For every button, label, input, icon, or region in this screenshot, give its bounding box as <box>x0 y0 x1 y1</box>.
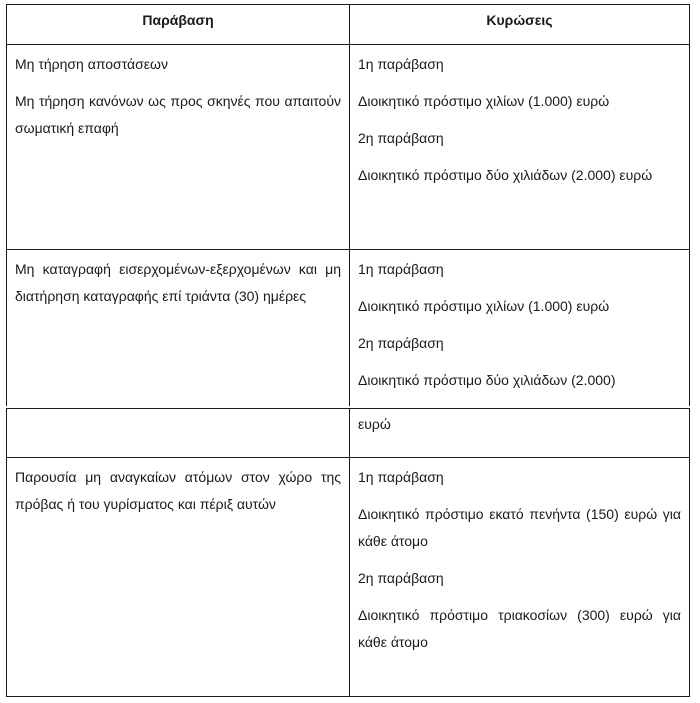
offence-number: 1η παράβαση <box>358 469 444 485</box>
fine-text: Διοικητικό πρόστιμο δύο χιλιάδων (2.000) <box>358 372 616 388</box>
sanctions-cell <box>350 458 690 697</box>
fine-text-continued: ευρώ <box>358 416 391 432</box>
header-sanctions: Κυρώσεις <box>350 5 690 45</box>
fine-text: Διοικητικό πρόστιμο τριακοσίων (300) ευρώ για κάθε άτομο <box>358 607 681 650</box>
offence-number: 1η παράβαση <box>358 261 444 277</box>
violation-text: Μη τήρηση αποστάσεων <box>15 56 168 72</box>
offence-number: 2η παράβαση <box>358 570 444 586</box>
sanctions-table-part-2 <box>6 408 690 697</box>
table-row-continued <box>7 409 690 458</box>
fine-text: Διοικητικό πρόστιμο χιλίων (1.000) ευρώ <box>358 93 610 109</box>
sanctions-cell <box>350 250 690 406</box>
fine-text: Διοικητικό πρόστιμο δύο χιλιάδων (2.000) ευρώ <box>358 167 653 183</box>
table-row <box>7 250 690 406</box>
violation-cell-empty <box>7 409 350 458</box>
sanctions-cell <box>350 409 690 458</box>
offence-number: 2η παράβαση <box>358 130 444 146</box>
violation-text: Παρουσία μη αναγκαίων ατόμων στον χώρο της πρόβας ή του γυρίσματος και πέριξ αυτών <box>15 469 341 512</box>
table-header-row <box>7 5 690 45</box>
violation-cell <box>7 45 350 250</box>
sanctions-cell <box>350 45 690 250</box>
sanctions-table-part-1 <box>6 4 690 406</box>
violation-cell <box>7 458 350 697</box>
violation-text: Μη τήρηση κανόνων ως προς σκηνές που απαιτούν σωματική επαφή <box>15 93 341 136</box>
offence-number: 1η παράβαση <box>358 56 444 72</box>
table-row <box>7 45 690 250</box>
violation-text: Μη καταγραφή εισερχομένων-εξερχομένων και μη διατήρηση καταγραφής επί τριάντα (30) ημέρες <box>15 261 341 304</box>
header-violation: Παράβαση <box>7 5 350 45</box>
fine-text: Διοικητικό πρόστιμο χιλίων (1.000) ευρώ <box>358 298 610 314</box>
violation-cell <box>7 250 350 406</box>
table-row <box>7 458 690 697</box>
fine-text: Διοικητικό πρόστιμο εκατό πενήντα (150) ευρώ για κάθε άτομο <box>358 506 681 549</box>
offence-number: 2η παράβαση <box>358 335 444 351</box>
